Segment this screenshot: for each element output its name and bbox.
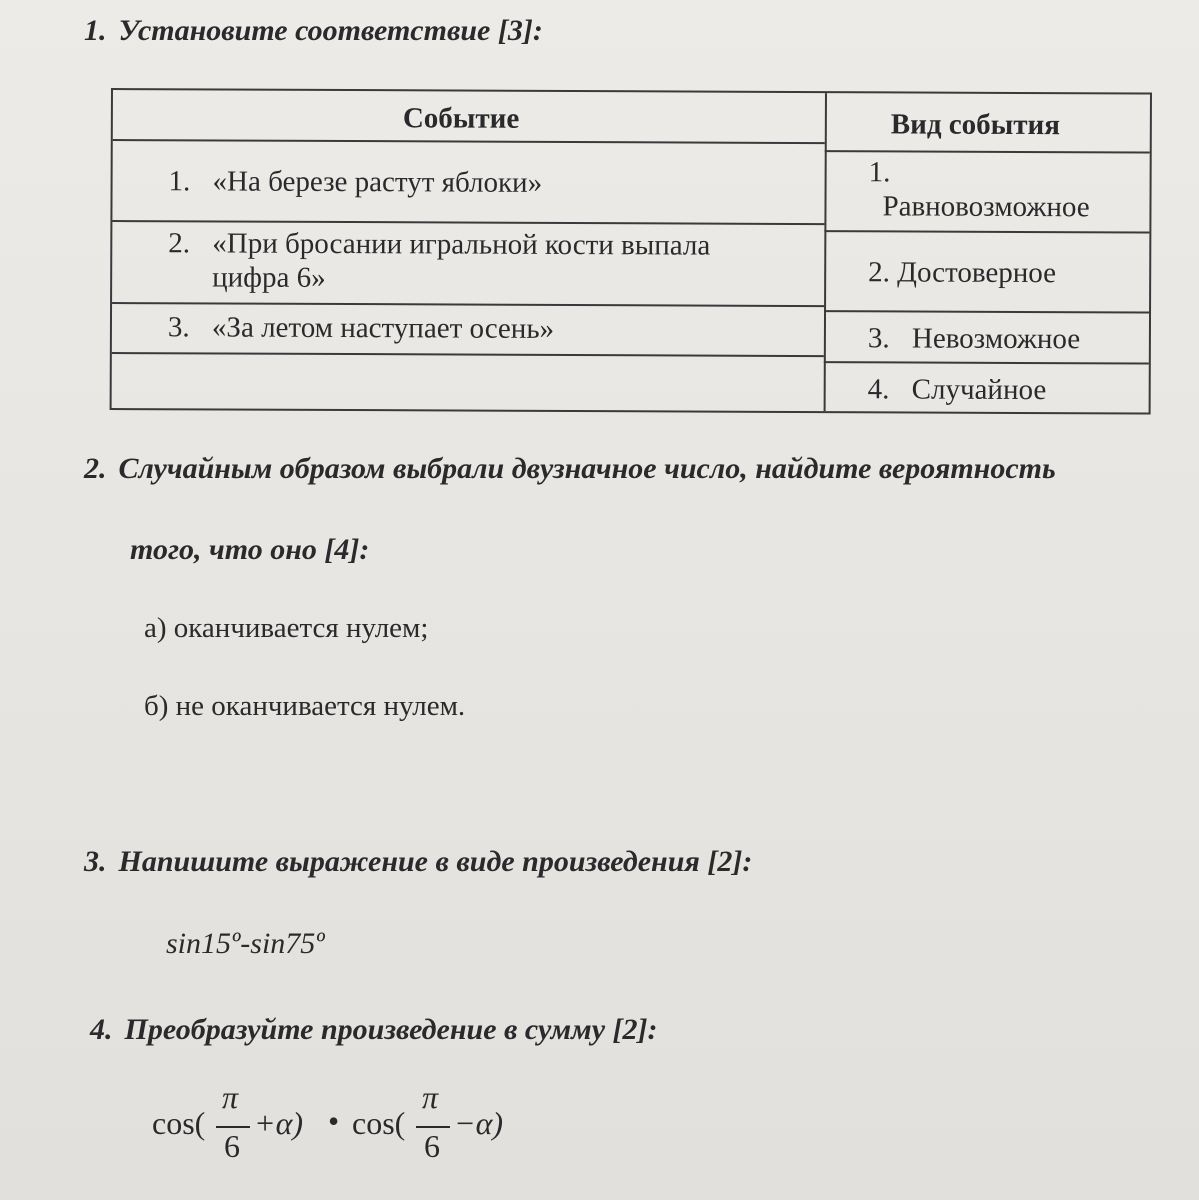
- type-3: [868, 321, 1080, 356]
- question-2-option-a: а) оканчивается нулем;: [144, 612, 429, 644]
- event-1: [169, 164, 543, 200]
- type-1-text: Равновозможное: [882, 190, 1090, 224]
- table-row-divider: [112, 220, 824, 225]
- event-1-text: «На березе растут яблоки»: [212, 165, 543, 199]
- table-row-divider: [825, 150, 1150, 153]
- event-3-number: 3.: [167, 311, 190, 344]
- table-row-divider: [113, 139, 825, 144]
- formula-denominator-2: 6: [424, 1128, 440, 1164]
- question-1-number: 1.: [84, 14, 107, 47]
- header-event: Событие: [402, 102, 520, 135]
- question-2-title: [84, 452, 1056, 486]
- table-column-divider: [824, 93, 827, 411]
- question-3-text: Напишите выражение в виде произведения [2]:: [118, 845, 753, 878]
- event-2-text-line2: цифра 6»: [212, 261, 326, 294]
- question-3-title: [84, 845, 752, 879]
- matching-table: [110, 88, 1152, 415]
- formula-pi-1: π: [222, 1079, 239, 1115]
- table-row-divider: [112, 302, 824, 307]
- question-2-option-b: б) не оканчивается нулем.: [144, 690, 466, 722]
- type-3-number: 3.: [867, 322, 890, 355]
- type-1-number: 1.: [868, 156, 891, 189]
- type-4: [868, 372, 1047, 407]
- header-event-type: Вид события: [890, 108, 1061, 142]
- table-row-divider: [824, 230, 1149, 233]
- type-2: [868, 255, 1056, 290]
- formula-cos-1: cos(: [152, 1105, 206, 1141]
- type-3-text: Невозможное: [911, 322, 1081, 356]
- question-2-number: 2.: [84, 452, 107, 485]
- formula-multiply-dot: •: [328, 1103, 340, 1139]
- question-4-number: 4.: [90, 1013, 113, 1046]
- type-4-text: Случайное: [911, 373, 1047, 407]
- event-2: [168, 226, 710, 296]
- event-3-text: «За летом наступает осень»: [211, 311, 555, 345]
- question-1-text: Установите соответствие [3]:: [118, 14, 543, 47]
- question-1-title: [84, 14, 543, 48]
- type-2-text: 2. Достоверное: [868, 256, 1057, 290]
- question-2-title-line2: того, что оно [4]:: [130, 533, 370, 566]
- event-2-number: 2.: [168, 227, 191, 260]
- question-4-text: Преобразуйте произведение в сумму [2]:: [124, 1013, 658, 1046]
- formula-plus-alpha: +α): [254, 1105, 304, 1141]
- formula-denominator-1: 6: [224, 1128, 240, 1164]
- type-4-number: 4.: [867, 373, 890, 406]
- question-3-expression: sin15º-sin75º: [166, 927, 325, 960]
- table-row-divider: [824, 310, 1149, 313]
- formula-pi-2: π: [422, 1079, 439, 1115]
- question-2-text-line1: Случайным образом выбрали двузначное число, найдите вероятность: [118, 452, 1056, 485]
- formula-minus-alpha: −α): [454, 1105, 504, 1141]
- event-2-text-line1: «При бросании игральной кости выпала: [212, 227, 711, 262]
- formula-cos-2: cos(: [352, 1105, 406, 1141]
- event-3: [168, 310, 554, 346]
- table-row-divider: [824, 361, 1149, 364]
- event-1-number: 1.: [168, 165, 191, 198]
- type-1: [868, 155, 1089, 224]
- table-row-divider: [112, 352, 824, 357]
- question-4-title: [90, 1013, 657, 1047]
- question-3-number: 3.: [84, 845, 107, 878]
